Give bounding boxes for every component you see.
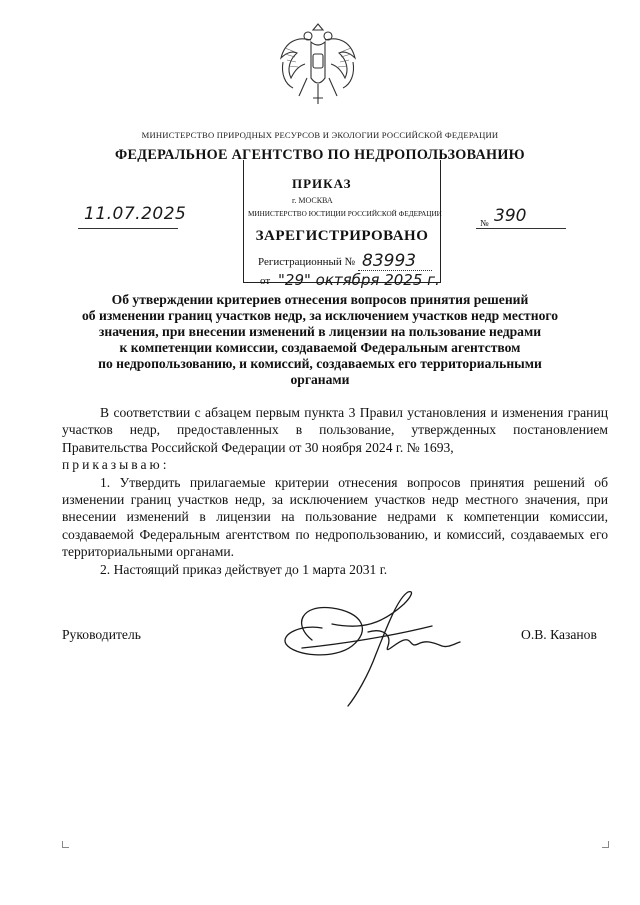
coat-of-arms-emblem xyxy=(277,18,359,114)
stamp-org-name: МИНИСТЕРСТВО ЮСТИЦИИ РОССИЙСКОЙ ФЕДЕРАЦИИ xyxy=(248,210,442,218)
stamp-reg-number: 83993 xyxy=(362,251,417,271)
order-body xyxy=(62,404,608,578)
number-underline xyxy=(476,228,566,229)
stamp-reg-number-label: Регистрационный № xyxy=(258,256,356,268)
title-line: Об утверждении критериев отнесения вопросов принятия решений xyxy=(111,292,529,307)
order-number: 390 xyxy=(494,206,527,226)
title-line: об изменении границ участков недр, за исключением участков недр местного xyxy=(82,308,558,323)
stamp-registered-label: ЗАРЕГИСТРИРОВАНО xyxy=(255,228,429,244)
page-corner-mark xyxy=(602,841,609,848)
item-2-paragraph: 2. Настоящий приказ действует до 1 марта 2031 г. xyxy=(100,561,388,577)
item-1-paragraph: 1. Утвердить прилагаемые критерии отнесения вопросов принятия решений об изменении границ участков недр, за исключением участков недр местного значения, при внесении изменений в лицензии на пользование недрами к компетенции комиссии, создаваемой Федеральным агентством по недропользованию, и комиссий, создаваемых его территориальными органами. xyxy=(62,474,608,560)
document-type: ПРИКАЗ xyxy=(292,176,352,191)
order-title xyxy=(60,292,580,388)
title-line: к компетенции комиссии, создаваемой Федеральным агентством xyxy=(119,340,521,355)
order-word: приказываю: xyxy=(62,457,170,473)
date-underline xyxy=(78,228,178,229)
order-date: 11.07.2025 xyxy=(84,204,187,224)
signatory-position: Руководитель xyxy=(62,627,141,642)
number-sign: № xyxy=(480,218,489,228)
agency-name: ФЕДЕРАЛЬНОЕ АГЕНТСТВО ПО НЕДРОПОЛЬЗОВАНИЮ xyxy=(115,147,525,163)
title-line: значения, при внесении изменений в лицензии на пользование недрами xyxy=(98,324,542,339)
signatory-name: О.В. Казанов xyxy=(521,627,597,642)
page-corner-mark xyxy=(62,841,69,848)
preamble-paragraph: В соответствии с абзацем первым пункта 3 Правил установления и изменения границ участков недр, предоставленных в пользование, утвержденных постановлением Правительства Российской Федерации от 30 ноября 2024 г. № 1693, xyxy=(62,405,608,455)
title-line: органами xyxy=(290,372,350,387)
title-line: по недропользованию, и комиссий, создаваемых его территориальными xyxy=(98,356,542,371)
document-city: г. МОСКВА xyxy=(292,196,333,205)
ministry-name: МИНИСТЕРСТВО ПРИРОДНЫХ РЕСУРСОВ И ЭКОЛОГИИ РОССИЙСКОЙ ФЕДЕРАЦИИ xyxy=(141,130,499,140)
stamp-date-label: от xyxy=(260,275,271,287)
handwritten-signature xyxy=(272,584,462,714)
stamp-reg-date: "29" октября 2025 г. xyxy=(278,271,440,289)
